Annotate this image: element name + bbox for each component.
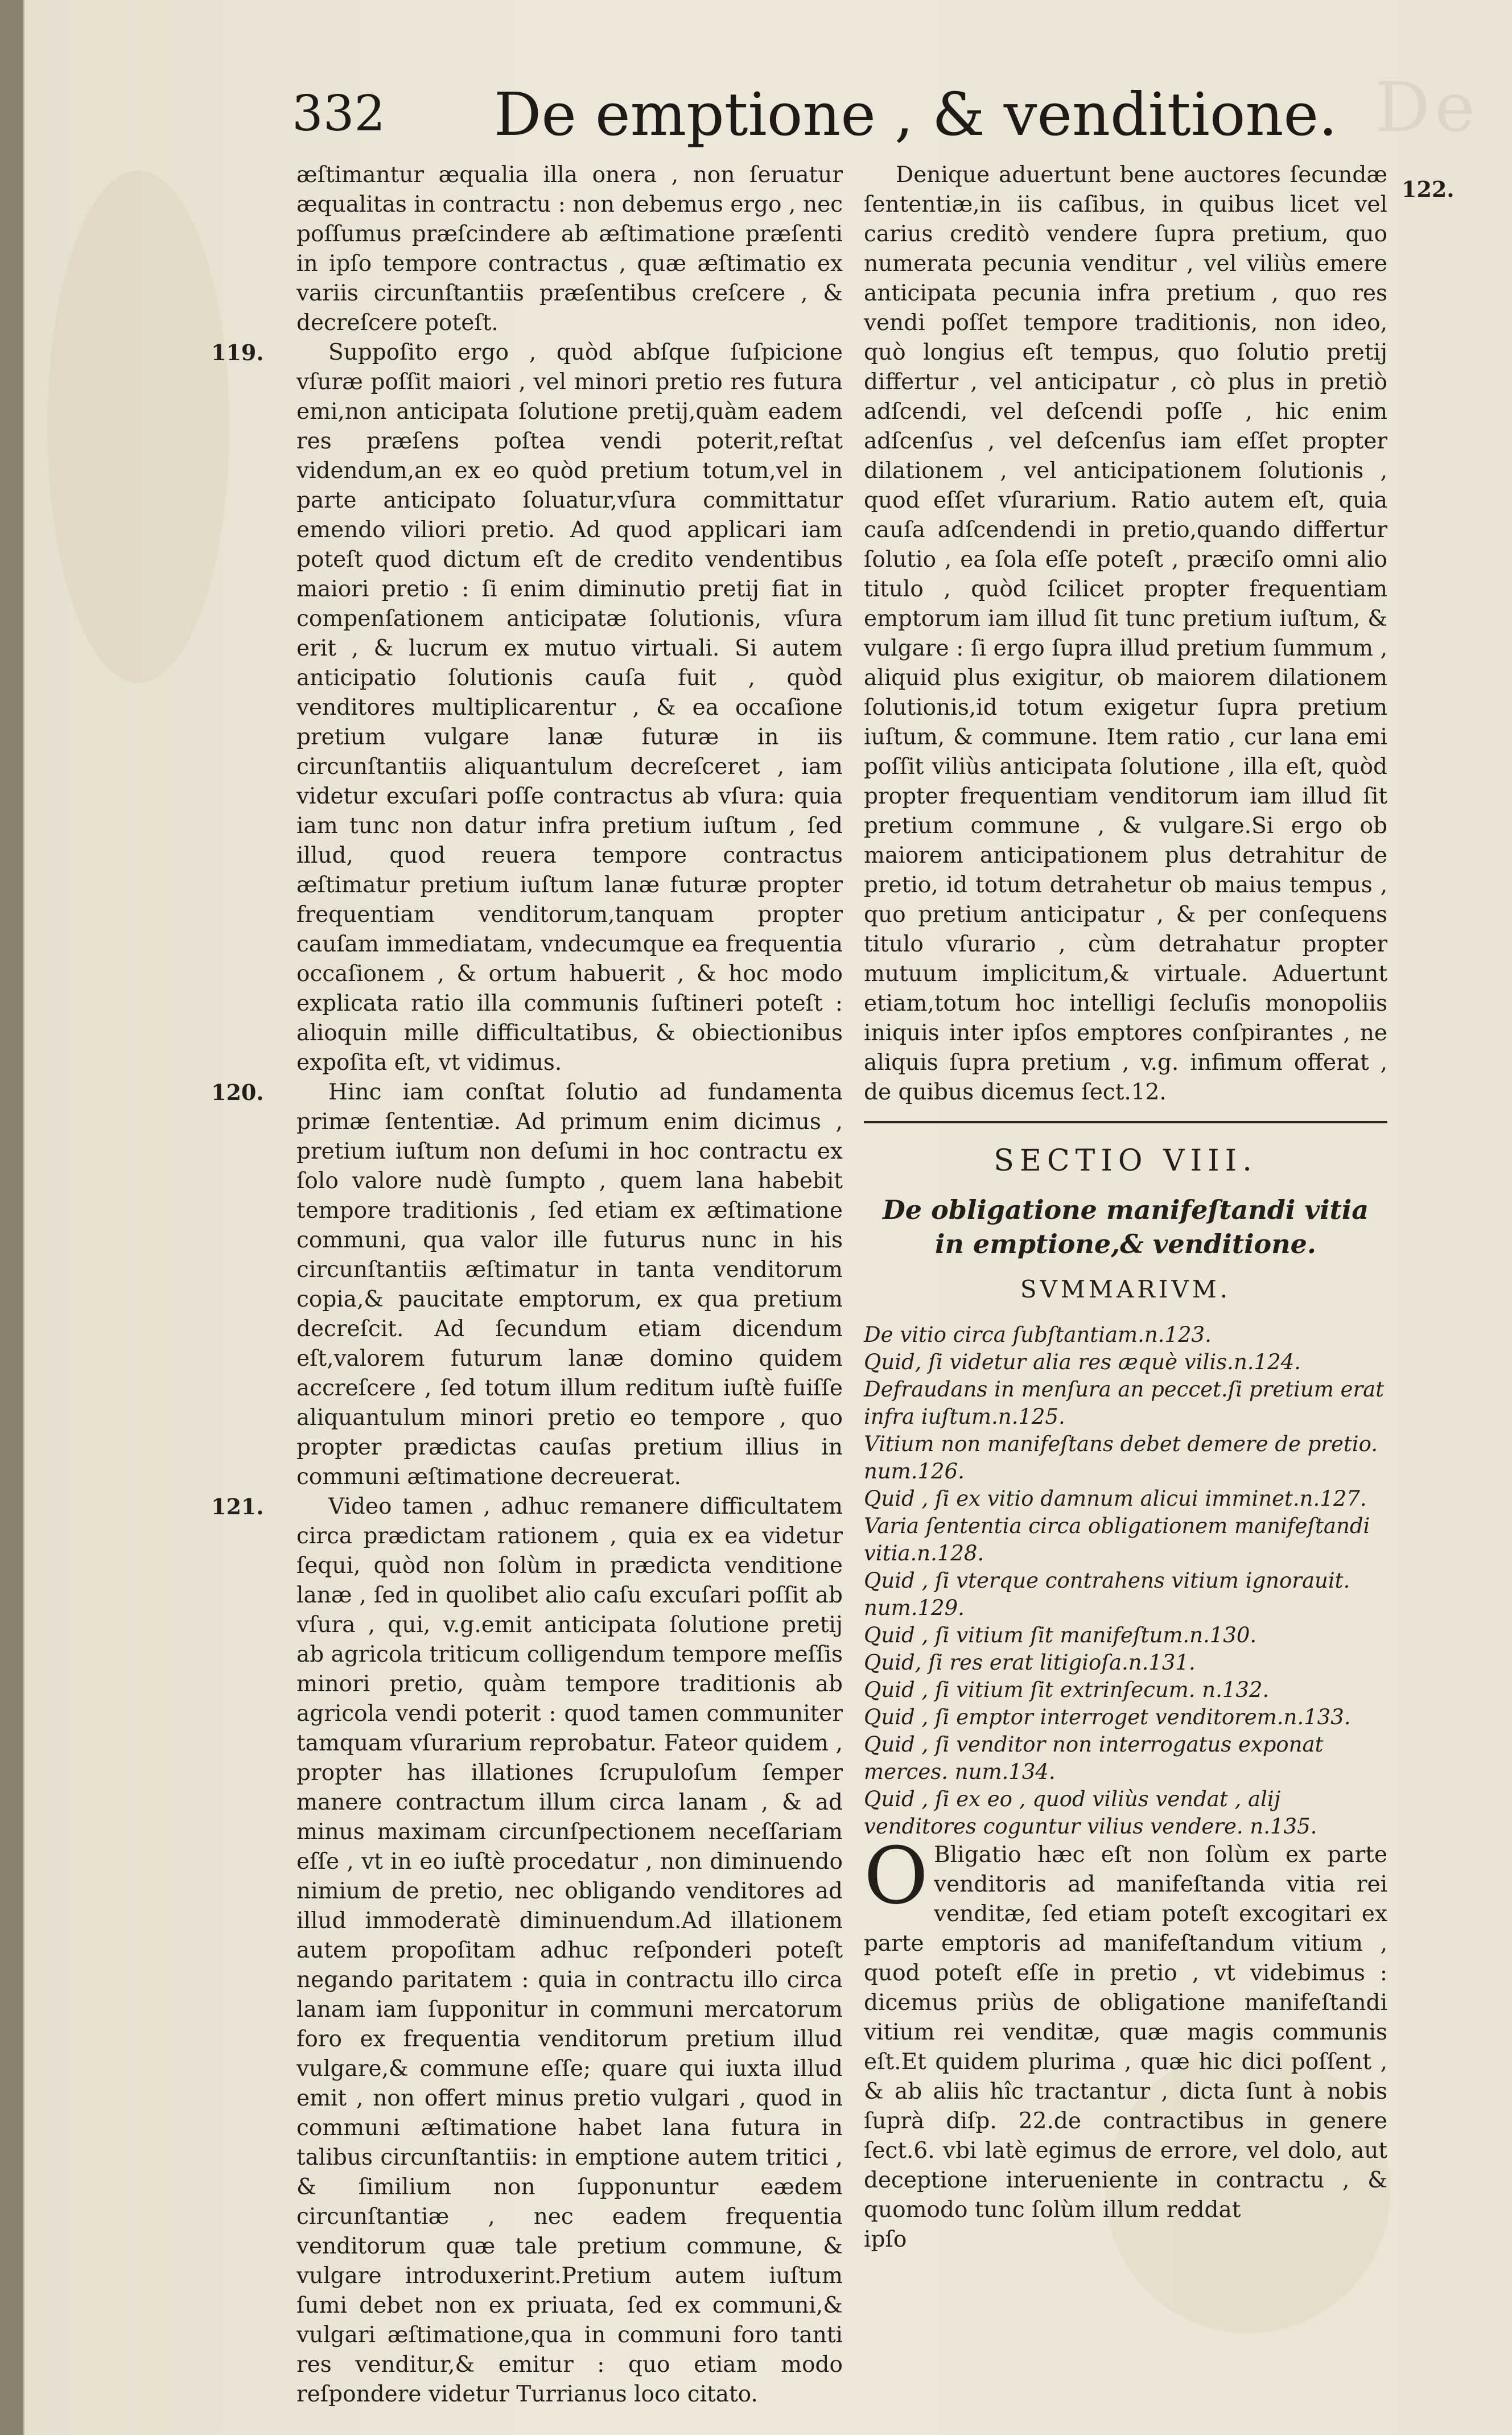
- summary-item: Quid , ſi ex eo , quod viliùs vendat , alij venditores coguntur vilius vendere. n.135.: [864, 1787, 1317, 1839]
- paragraph-text: Hinc iam conſtat ſolutio ad fundamenta primæ ſententiæ. Ad primum enim dicimus , pretium iuſtum non deſumi in hoc contractu ex ſolo valore nudè ſumpto , quem lana habebit tempore traditionis , ſed etiam ex æſtimatione communi, qua valor ille futurus nunc in his circunſtantiis æſtimatur in tanta venditorum copia,& paucitate emptorum, ex qua pretium decreſcit. Ad ſecundum etiam dicendum eſt,valorem futurum lanæ domino quidem accreſcere , ſed totum illum reditum iuſtè fuiſſe aliquantulum minori pretio eo tempore , quo propter prædictas cauſas pretium illius in communi æſtimatione decreuerat.: [296, 1080, 843, 1490]
- summary-item: Quid , ſi emptor interroget venditorem.n.133.: [864, 1705, 1351, 1729]
- margin-number: 120.: [211, 1080, 264, 1105]
- summary-item: Quid , ſi ex vitio damnum alicui imminet.n.127.: [864, 1486, 1367, 1511]
- margin-number: 119.: [211, 340, 264, 365]
- paper-stain: [47, 171, 229, 683]
- paragraph-text: Suppoſito ergo , quòd abſque ſuſpicione vſuræ poſſit maiori , vel minori pretio res futura emi,non anticipata ſolutione pretij,quàm eadem res præſens poſtea vendi poterit,reſtat videndum,an ex eo quòd pretium totum,vel in parte anticipato ſoluatur,vſura committatur emendo viliori pretio. Ad quod applicari iam poteſt quod dictum eſt de credito vendentibus maiori pretio : ſi enim diminutio pretij fiat in compenſationem anticipatæ ſolutionis, vſura erit , & lucrum ex mutuo virtuali. Si autem anticipatio ſolutionis cauſa fuit , quòd venditores multiplicarentur , & ea occaſione pretium vulgare lanæ futuræ in iis circunſtantiis aliquantulum decreſceret , iam videtur excuſari poſſe contractus ab vſura: quia iam tunc non datur infra pretium iuſtum , ſed illud, quod reuera tempore contractus æſtimatur pretium iuſtum lanæ futuræ propter frequentiam venditorum,tanquam propter cauſam immediatam, vndecumque ea frequentia occaſionem , & ortum habuerit , & hoc modo explicata ratio illa communis ſuſtineri poteſt : alioquin mille difficultatibus, & obiectionibus expoſita eſt, vt vidimus.: [296, 340, 843, 1076]
- summary-item: Quid , ſi vitium ſit extrinſecum. n.132.: [864, 1678, 1270, 1702]
- summary-list: [864, 1321, 1387, 1840]
- summary-heading: SVMMARIVM.: [1020, 1275, 1231, 1303]
- left-column: [211, 160, 843, 2409]
- section-title: SECTIO VIII.: [994, 1144, 1258, 1178]
- paragraph: æſtimantur æqualia illa onera , non ſeruatur æqualitas in contractu : non debemus ergo , nec poſſumus præſcindere ab æſtimatione præſenti in ipſo tempore contractus , quæ æſtimatio ex variis circunſtantiis præſentibus creſcere , & decreſcere poteſt.: [296, 162, 843, 336]
- book-page: [23, 0, 1512, 2435]
- paragraph-text: Video tamen , adhuc remanere difficultatem circa prædictam rationem , quia ex ea videtur ſequi, quòd non ſolùm in prædicta venditione lanæ , ſed in quolibet alio caſu excuſari poſſit ab vſura , qui, v.g.emit anticipata ſolutione pretij ab agricola triticum colligendum tempore meſſis minori pretio, quàm tempore traditionis ab agricola vendi poterit : quod tamen communiter tamquam vſurarium reprobatur. Fateor quidem , propter has illationes ſcrupuloſum ſemper manere contractum illum circa lanam , & ad minus maximam circunſpectionem neceſſariam eſſe , vt in eo iuſtè procedatur , non diminuendo nimium de pretio, nec obligando venditores ad illud immoderatè diminuendum.Ad illationem autem propoſitam adhuc reſponderi poteſt negando paritatem : quia in contractu illo circa lanam iam ſupponitur in communi mercatorum foro ex frequentia venditorum pretium illud vulgare,& commune eſſe; quare qui iuxta illud emit , non offert minus pretio vulgari , quod in communi æſtimatione habet lana futura in talibus circunſtantiis: in emptione autem tritici , & ſimilium non ſupponuntur eædem circunſtantiæ , nec eadem frequentia venditorum quæ tale pretium commune, & vulgare introduxerint.Pretium autem iuſtum ſumi debet non ex priuata, ſed ex communi,& vulgari æſtimatione,qua in communi foro tanti res venditur,& emitur : quo etiam modo reſpondere videtur Turrianus loco citato.: [296, 1494, 843, 2407]
- summary-item: Quid, ſi videtur alia res æquè vilis.n.124.: [864, 1350, 1301, 1374]
- right-column: [864, 160, 1387, 2255]
- summary-item: Quid , ſi vitium ſit manifeſtum.n.130.: [864, 1623, 1257, 1647]
- section-subtitle: De obligatione manifeſtandi vitia in emptione,& venditione.: [882, 1194, 1369, 1259]
- paragraph-119: [211, 338, 843, 1078]
- summary-item: De vitio circa ſubſtantiam.n.123.: [864, 1322, 1212, 1347]
- margin-number: 121.: [211, 1494, 264, 1519]
- summary-item: Quid , ſi vterque contrahens vitium ignorauit. num.129.: [864, 1568, 1350, 1620]
- paragraph-122: Denique aduertunt bene auctores ſecundæ ſententiæ,in iis caſibus, in quibus licet vel carius creditò vendere ſupra pretium, quo numerata pecunia venditur , vel viliùs emere anticipata pecunia infra pretium , quo res vendi poſſet tempore traditionis, non ideo, quò longius eſt tempus, quo ſolutio pretij differtur , vel anticipatur , cò plus in pretiò adſcendi, vel deſcendi poſſe , hic enim adſcenſus , vel deſcenſus iam eſſet propter dilationem , vel anticipationem ſolutionis , quod eſſet vſurarium. Ratio autem eſt, quia cauſa adſcendendi in pretio,quando differtur ſolutio , ea ſola eſſe poteſt , præciſo omni alio titulo , quòd ſcilicet propter frequentiam emptorum iam illud ſit tunc pretium iuſtum, & vulgare : ſi ergo ſupra illud pretium ſummum , aliquid plus exigitur, ob maiorem dilationem ſolutionis,id totum exigetur ſupra pretium iuſtum, & commune. Item ratio , cur lana emi poſſit viliùs anticipata ſolutione , illa eſt, quòd propter frequentiam venditorum iam illud ſit pretium commune , & vulgare.Si ergo ob maiorem anticipationem plus detrahitur de pretio, id totum detrahetur ob maius tempus , quo pretium anticipatur , & per conſequens titulo vſurario , cùm detrahatur propter mutuum implicitum,& virtuale. Aduertunt etiam,totum hoc intelligi ſecluſis monopoliis iniquis inter ipſos emptores conſpirantes , ne aliquis ſupra pretium , v.g. infimum offerat , de quibus dicemus ſect.12.: [864, 162, 1387, 1105]
- section-divider: [864, 1121, 1387, 1123]
- paragraph-121: [211, 1492, 843, 2409]
- summary-item: Quid, ſi res erat litigioſa.n.131.: [864, 1650, 1196, 1675]
- drop-cap: O: [864, 1830, 929, 1922]
- catchword: ipſo: [864, 2227, 907, 2252]
- running-title: De emptione , & venditione.: [494, 80, 1338, 149]
- summary-item: Vitium non manifeſtans debet demere de pretio. num.126.: [864, 1432, 1378, 1484]
- section-body-text: Bligatio hæc eſt non ſolùm ex parte venditoris ad manifeſtanda vitia rei venditæ, ſed etiam poteſt excogitari ex parte emptoris ad manifeſtandum vitium , quod poteſt eſſe in pretio , vt videbimus : dicemus priùs de obligatione manifeſtandi vitium rei venditæ, quæ magis communis eſt.Et quidem plurima , quæ hic dici poſſent , & ab aliis hîc tractantur , dicta ſunt à nobis ſuprà diſp. 22.de contractibus in genere ſect.6. vbi latè egimus de errore, vel dolo, aut deceptione interueniente in contractu , & quomodo tunc ſolùm illum reddat: [864, 1842, 1387, 2223]
- summary-item: Quid , ſi venditor non interrogatus exponat merces. num.134.: [864, 1732, 1324, 1784]
- page-header: [292, 80, 1338, 154]
- section-body: [864, 1830, 1387, 2225]
- paragraph-120: [211, 1078, 843, 1492]
- page-number: 332: [292, 85, 386, 142]
- summary-item: Defraudans in menſura an peccet.ſi pretium erat infra iuſtum.n.125.: [864, 1377, 1385, 1429]
- bleed-through-text: De: [1375, 68, 1480, 147]
- margin-number: 122.: [1402, 176, 1455, 202]
- summary-item: Varia ſententia circa obligationem manifeſtandi vitia.n.128.: [864, 1514, 1370, 1565]
